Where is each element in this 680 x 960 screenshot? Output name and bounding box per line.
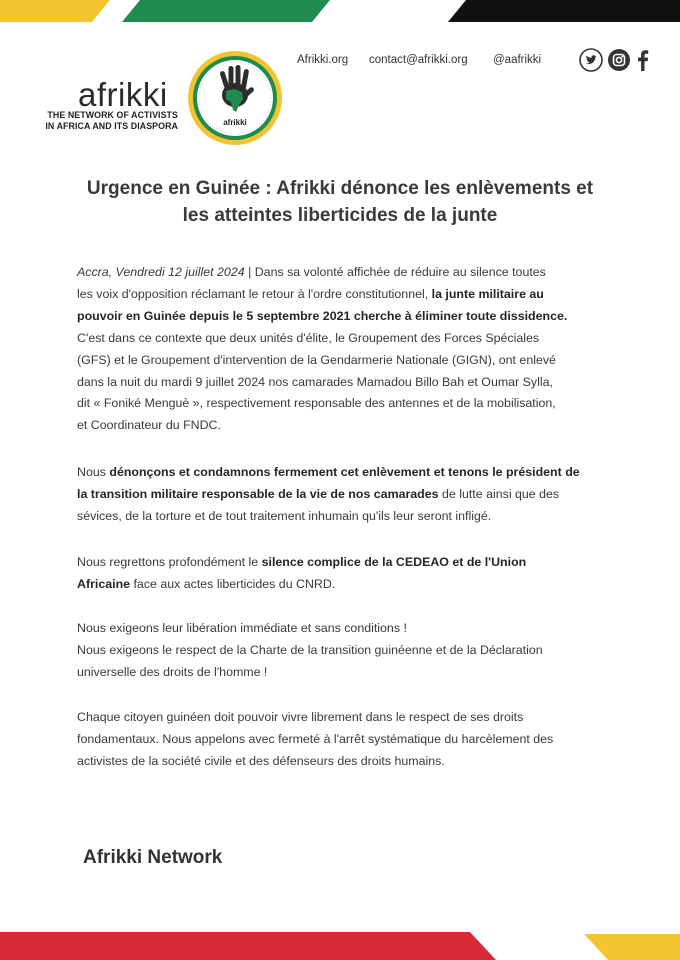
emphasis-text: dénonçons et condamnons fermement cet enlèvement et tenons le président de — [109, 465, 580, 479]
dateline: Accra, Vendredi 12 juillet 2024 — [77, 265, 245, 279]
instagram-icon[interactable] — [607, 48, 631, 72]
bottom-color-band — [0, 928, 680, 960]
text-line — [77, 552, 603, 574]
brand-wordmark: afrikki — [78, 76, 168, 113]
website-link[interactable]: Afrikki.org — [297, 54, 349, 66]
emphasis-text: silence complice de la CEDEAO et de l'Union — [261, 555, 527, 569]
top-band-black — [448, 0, 680, 22]
facebook-icon[interactable] — [634, 48, 652, 72]
brand-tagline — [30, 110, 178, 131]
top-band-green — [122, 0, 330, 22]
text-segment: de lutte ainsi que des — [442, 486, 560, 501]
text-line: Nous exigeons leur libération immédiate et sans conditions ! — [77, 621, 407, 635]
signature: Afrikki Network — [83, 847, 223, 868]
text-line: sévices, de la torture et de tout traitement inhumain qu'ils leur seront infligé. — [77, 508, 492, 523]
paragraph-condemnation — [77, 462, 603, 528]
text-segment: Nous — [77, 465, 106, 479]
text-line — [77, 262, 603, 284]
text-line: et Coordinateur du FNDC. — [77, 418, 221, 433]
text-segment: Nous regrettons profondément le — [77, 555, 259, 569]
text-line: fondamentaux. Nous appelons avec fermeté à l'arrêt systématique du harcèlement des — [77, 731, 554, 746]
text-line — [77, 306, 603, 328]
text-segment: | Dans sa volonté affichée de réduire au silence toutes — [248, 265, 546, 279]
text-line — [77, 462, 603, 484]
text-line: Chaque citoyen guinéen doit pouvoir vivre librement dans le respect de ses droits — [77, 710, 524, 724]
bottom-band-red — [0, 932, 496, 960]
twitter-icon[interactable] — [579, 48, 603, 72]
text-line — [77, 284, 603, 306]
press-release-title — [60, 175, 620, 229]
text-line: activistes de la société civile et des défenseurs des droits humains. — [77, 753, 445, 768]
afrikki-seal-logo — [186, 49, 284, 147]
bottom-band-yellow — [584, 934, 680, 960]
text-line — [77, 574, 603, 596]
top-color-band — [0, 0, 680, 24]
paragraph-regret — [77, 552, 603, 596]
emphasis-text: pouvoir en Guinée depuis le 5 septembre 2021 cherche à éliminer toute dissidence. — [77, 308, 568, 323]
social-handle-link[interactable]: @aafrikki — [493, 54, 542, 66]
paragraph-rights — [77, 707, 603, 773]
text-line — [77, 484, 603, 506]
paragraph-intro — [77, 262, 603, 437]
brand-tagline-line: IN AFRICA AND ITS DIASPORA — [45, 120, 178, 131]
emphasis-text: la junte militaire au — [431, 286, 544, 301]
text-line: Nous exigeons le respect de la Charte de la transition guinéenne et de la Déclaration — [77, 642, 543, 657]
text-segment: face aux actes liberticides du CNRD. — [133, 576, 336, 591]
emphasis-text: Africaine — [77, 576, 131, 591]
title-line: Urgence en Guinée : Afrikki dénonce les enlèvements et — [86, 178, 594, 199]
seal-wordmark: afrikki — [223, 118, 247, 127]
text-line: (GFS) et le Groupement d'intervention de la Gendarmerie Nationale (GIGN), ont enlevé — [77, 352, 556, 367]
email-link[interactable]: contact@afrikki.org — [369, 54, 468, 66]
text-line: dans la nuit du mardi 9 juillet 2024 nos camarades Mamadou Billo Bah et Oumar Sylla, — [77, 374, 553, 389]
title-line: les atteintes liberticides de la junte — [182, 205, 498, 226]
brand-tagline-line: THE NETWORK OF ACTIVISTS — [47, 110, 178, 120]
text-line: dit « Foniké Menguè », respectivement responsable des antennes et de la mobilisation, — [77, 396, 556, 411]
text-segment: les voix d'opposition réclamant le retour à l'ordre constitutionnel, — [77, 286, 429, 301]
paragraph-demands — [77, 618, 603, 684]
text-line: universelle des droits de l'homme ! — [77, 664, 268, 679]
text-line: C'est dans ce contexte que deux unités d'élite, le Groupement des Forces Spéciales — [77, 330, 540, 345]
emphasis-text: la transition militaire responsable de la vie de nos camarades — [77, 486, 439, 501]
top-band-yellow — [0, 0, 110, 22]
